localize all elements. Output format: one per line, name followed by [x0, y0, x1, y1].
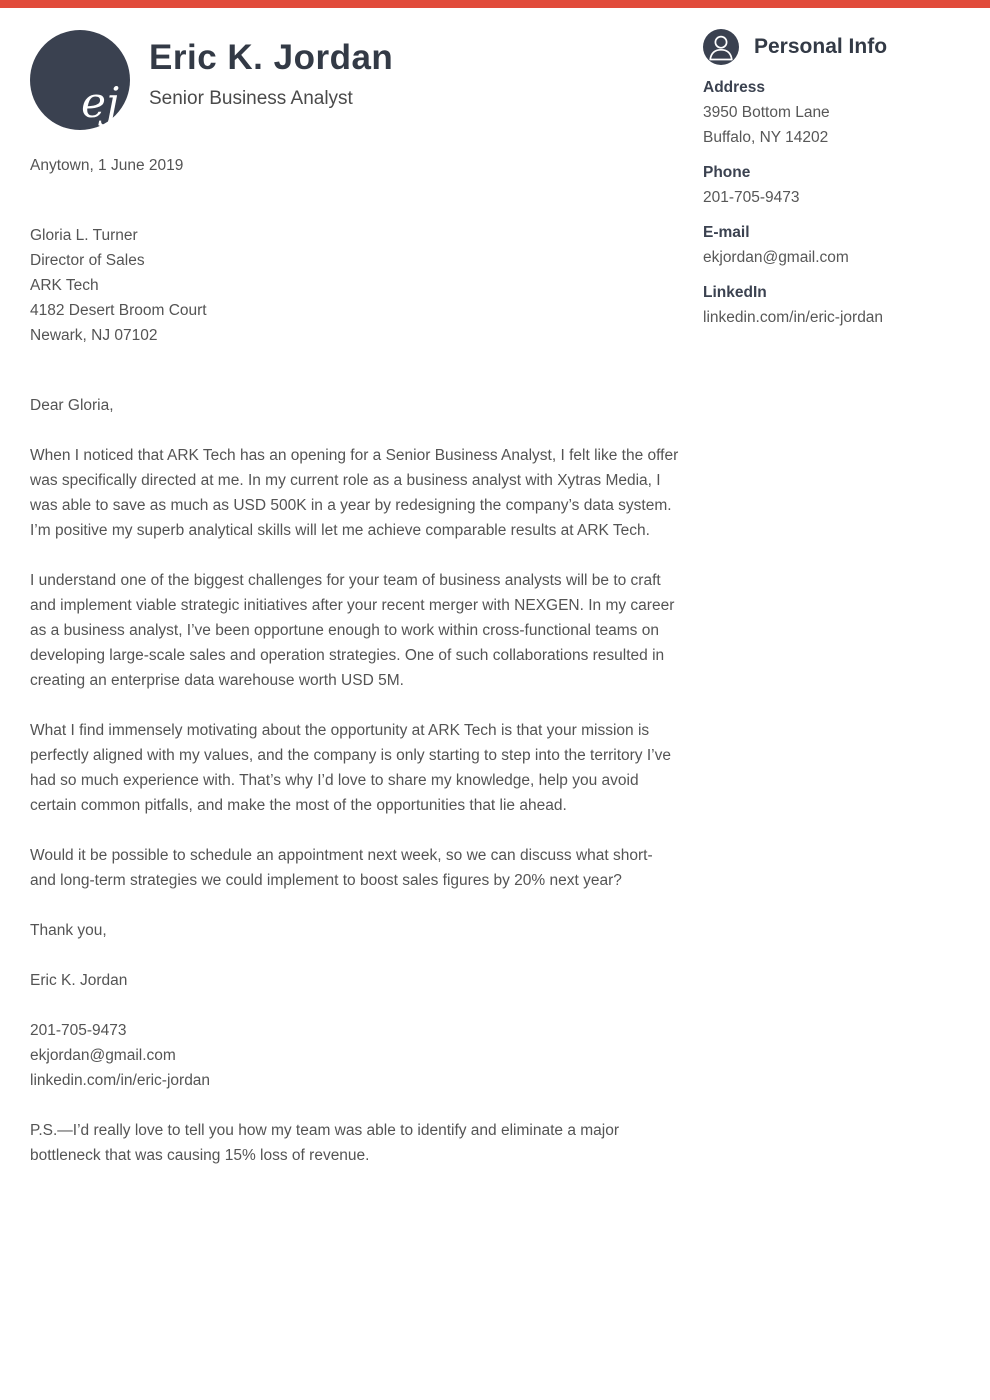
paragraph-1: When I noticed that ARK Tech has an opening for a Senior Business Analyst, I felt like the offer was specifically directed at me. In my current role as a business analyst with Xytras Media, I was able to save as much as USD 500K in a year by redesigning the company’s data system. I’m positive my superb analytical skills will let me achieve comparable results at ARK Tech. — [30, 447, 679, 539]
postscript: P.S.—I’d really love to tell you how my team was able to identify and eliminate a major bottleneck that was causing 15% loss of revenue. — [30, 1122, 619, 1164]
info-label: E-mail — [703, 224, 750, 241]
info-label: Address — [703, 79, 766, 96]
personal-info-section — [703, 29, 975, 330]
recipient-line: Newark, NJ 07102 — [30, 327, 158, 344]
salutation: Dear Gloria, — [30, 397, 114, 414]
signature-name: Eric K. Jordan — [30, 972, 128, 989]
info-value: linkedin.com/in/eric-jordan — [703, 309, 884, 326]
personal-info-header — [703, 29, 975, 65]
header-identity — [149, 38, 393, 110]
recipient-line: Gloria L. Turner — [30, 227, 138, 244]
recipient-line: Director of Sales — [30, 252, 145, 269]
accent-topbar — [0, 0, 990, 8]
info-value: 3950 Bottom Lane — [703, 104, 830, 121]
info-label: Phone — [703, 164, 751, 181]
paragraph-2: I understand one of the biggest challenges for your team of business analysts will be to craft and implement viable strategic initiatives after your recent merger with NEXGEN. In my career as a business analyst, I’ve been opportune enough to work within cross-functional teams on developing large-scale sales and operation strategies. One of such collaborations resulted in creating an enterprise data warehouse worth USD 5M. — [30, 572, 675, 689]
info-value: ekjordan@gmail.com — [703, 249, 849, 266]
info-group-email — [703, 220, 975, 270]
info-group-address — [703, 75, 975, 150]
sidebar-heading: Personal Info — [754, 35, 888, 58]
info-group-linkedin — [703, 280, 975, 330]
closing: Thank you, — [30, 922, 107, 939]
contact-linkedin: linkedin.com/in/eric-jordan — [30, 1072, 211, 1089]
recipient-block — [30, 223, 682, 348]
contact-email: ekjordan@gmail.com — [30, 1047, 176, 1064]
person-icon — [703, 29, 739, 65]
dateline: Anytown, 1 June 2019 — [30, 157, 184, 174]
info-group-phone — [703, 160, 975, 210]
signature-contact-block — [30, 1018, 682, 1093]
paragraph-3: What I find immensely motivating about the opportunity at ARK Tech is that your mission is perfectly aligned with my values, and the company is only starting to step into the territory I’ve had so much experience with. That’s why I’d love to share my knowledge, help you avoid certain common pitfalls, and make the most of the opportunities that lie ahead. — [30, 722, 671, 814]
letter-body — [30, 153, 682, 1168]
info-value: Buffalo, NY 14202 — [703, 129, 829, 146]
recipient-line: ARK Tech — [30, 277, 99, 294]
page-title: Eric K. Jordan — [149, 38, 394, 77]
info-value: 201-705-9473 — [703, 189, 800, 206]
recipient-line: 4182 Desert Broom Court — [30, 302, 207, 319]
avatar — [30, 30, 130, 130]
avatar-initials: ej — [81, 78, 119, 127]
info-label: LinkedIn — [703, 284, 767, 301]
paragraph-4: Would it be possible to schedule an appointment next week, so we can discuss what short- and long-term strategies we could implement to boost sales figures by 20% next year? — [30, 847, 653, 889]
job-title: Senior Business Analyst — [149, 88, 353, 109]
contact-phone: 201-705-9473 — [30, 1022, 127, 1039]
